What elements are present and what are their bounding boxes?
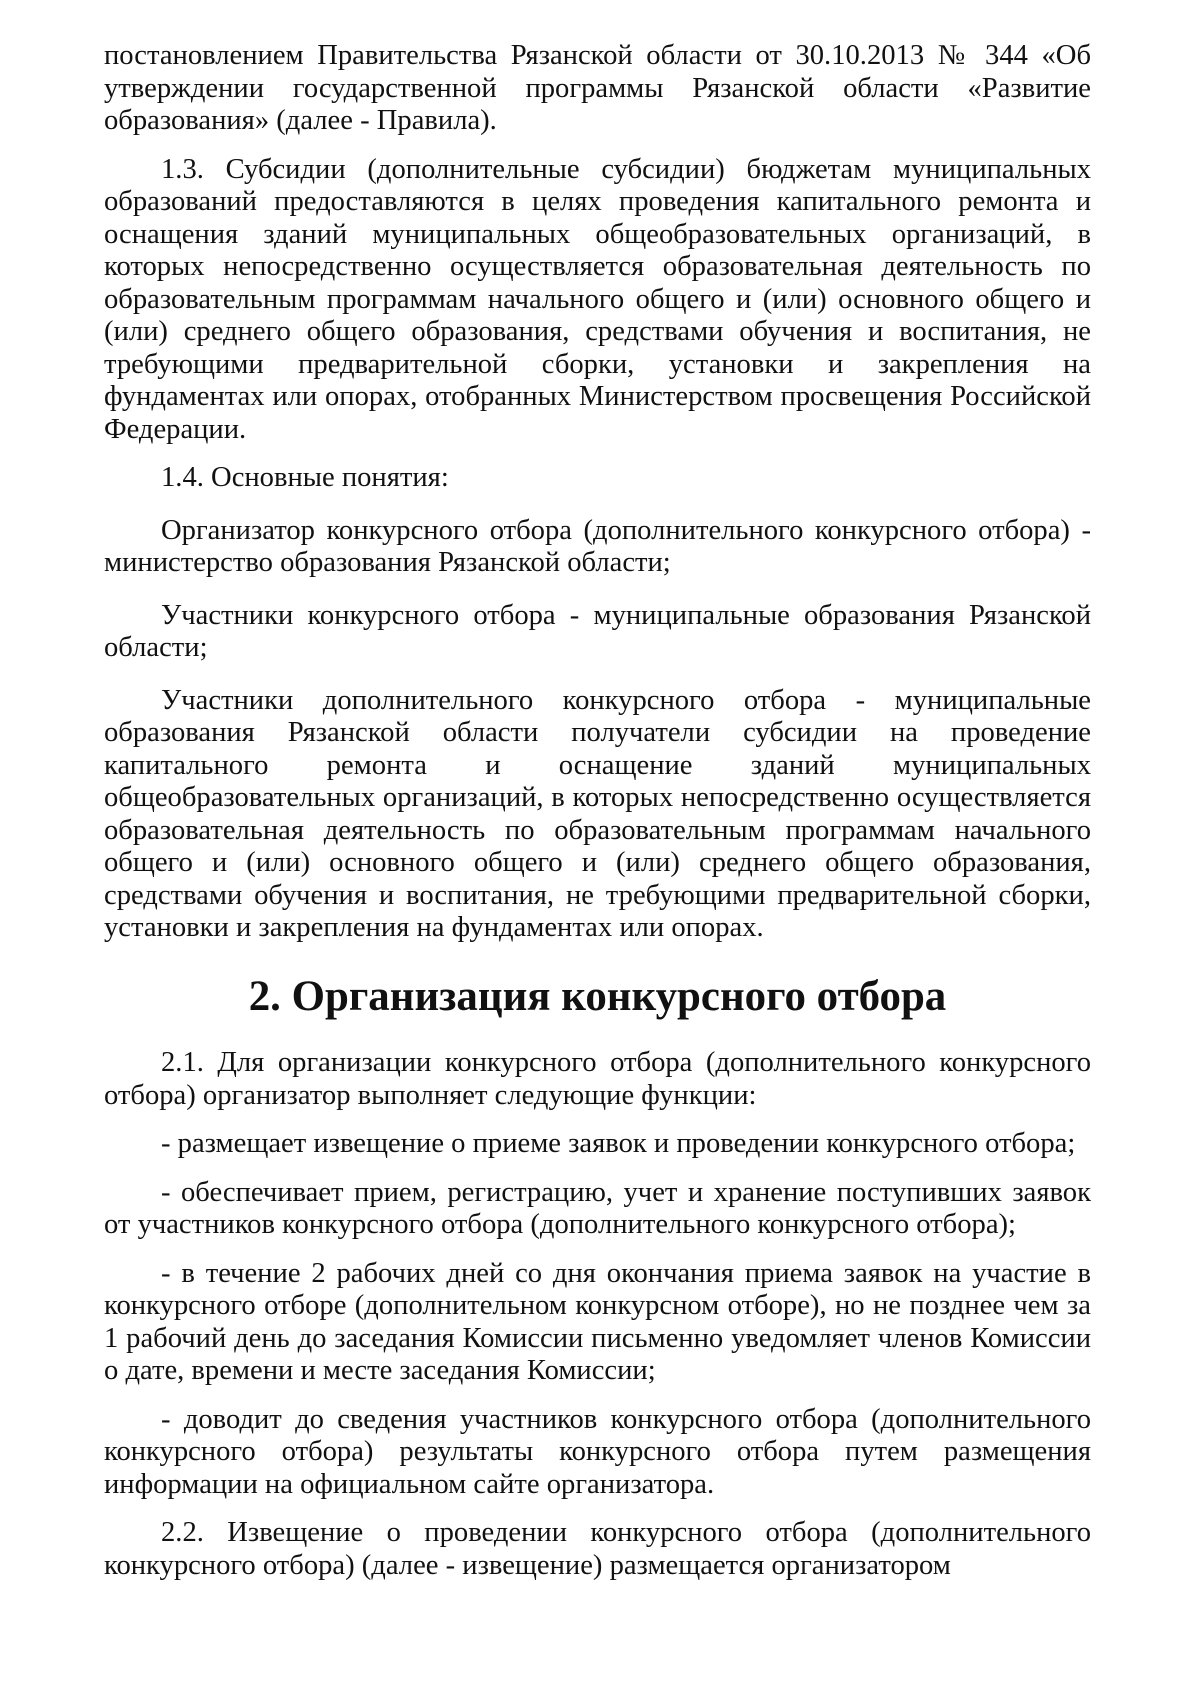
paragraph-2-1: 2.1. Для организации конкурсного отбора (дополнительного конкурсного отбора) организатор выполняет следующие функции:	[104, 1047, 1091, 1111]
paragraph-participants-definition: Участники конкурсного отбора - муниципальные образования Рязанской области;	[104, 599, 1091, 663]
paragraph-1-4: 1.4. Основные понятия:	[161, 462, 449, 493]
list-item-2-1-d: - доводит до сведения участников конкурсного отбора (дополнительного конкурсного отбора) результаты конкурсного отбора путем размещения информации на официальном сайте организатора.	[104, 1403, 1091, 1500]
paragraph-2-2: 2.2. Извещение о проведении конкурсного отбора (дополнительного конкурсного отбора) (далее - извещение) размещается организатором	[104, 1517, 1091, 1581]
section-heading-2: 2. Организация конкурсного отбора	[248, 972, 947, 1020]
list-item-2-1-b: - обеспечивает прием, регистрацию, учет и хранение поступивших заявок от участников конкурсного отбора (дополнительного конкурсного отбора);	[104, 1176, 1091, 1240]
paragraph-additional-participants-definition: Участники дополнительного конкурсного отбора - муниципальные образования Рязанской области получатели субсидии на проведение капитального ремонта и оснащение зданий муниципальных общеобразовательных организаций, в которых непосредственно осуществляется образовательная деятельность по образовательным программам начального общего и (или) основного общего и (или) среднего общего образования, средствами обучения и воспитания, не требующими предварительной сборки, установки и закрепления на фундаментах или опорах.	[104, 684, 1091, 943]
list-item-2-1-c: - в течение 2 рабочих дней со дня окончания приема заявок на участие в конкурсного отборе (дополнительном конкурсном отборе), но не позднее чем за 1 рабочий день до заседания Комиссии письменно уведомляет членов Комиссии о дате, времени и месте заседания Комиссии;	[104, 1257, 1091, 1386]
list-item-2-1-a: - размещает извещение о приеме заявок и проведении конкурсного отбора;	[161, 1128, 1076, 1159]
paragraph-1-3: 1.3. Субсидии (дополнительные субсидии) бюджетам муниципальных образований предоставляются в целях проведения капитального ремонта и оснащения зданий муниципальных общеобразовательных организаций, в которых непосредственно осуществляется образовательная деятельность по образовательным программам начального общего и (или) основного общего и (или) среднего общего образования, средствами обучения и воспитания, не требующими предварительной сборки, установки и закрепления на фундаментах или опорах, отобранных Министерством просвещения Российской Федерации.	[104, 153, 1091, 445]
paragraph-intro: постановлением Правительства Рязанской области от 30.10.2013 № 344 «Об утверждении государственной программы Рязанской области «Развитие образования» (далее - Правила).	[104, 40, 1091, 136]
paragraph-organizer-definition: Организатор конкурсного отбора (дополнительного конкурсного отбора) - министерство образования Рязанской области;	[104, 514, 1091, 578]
document-page	[104, 40, 1091, 1582]
